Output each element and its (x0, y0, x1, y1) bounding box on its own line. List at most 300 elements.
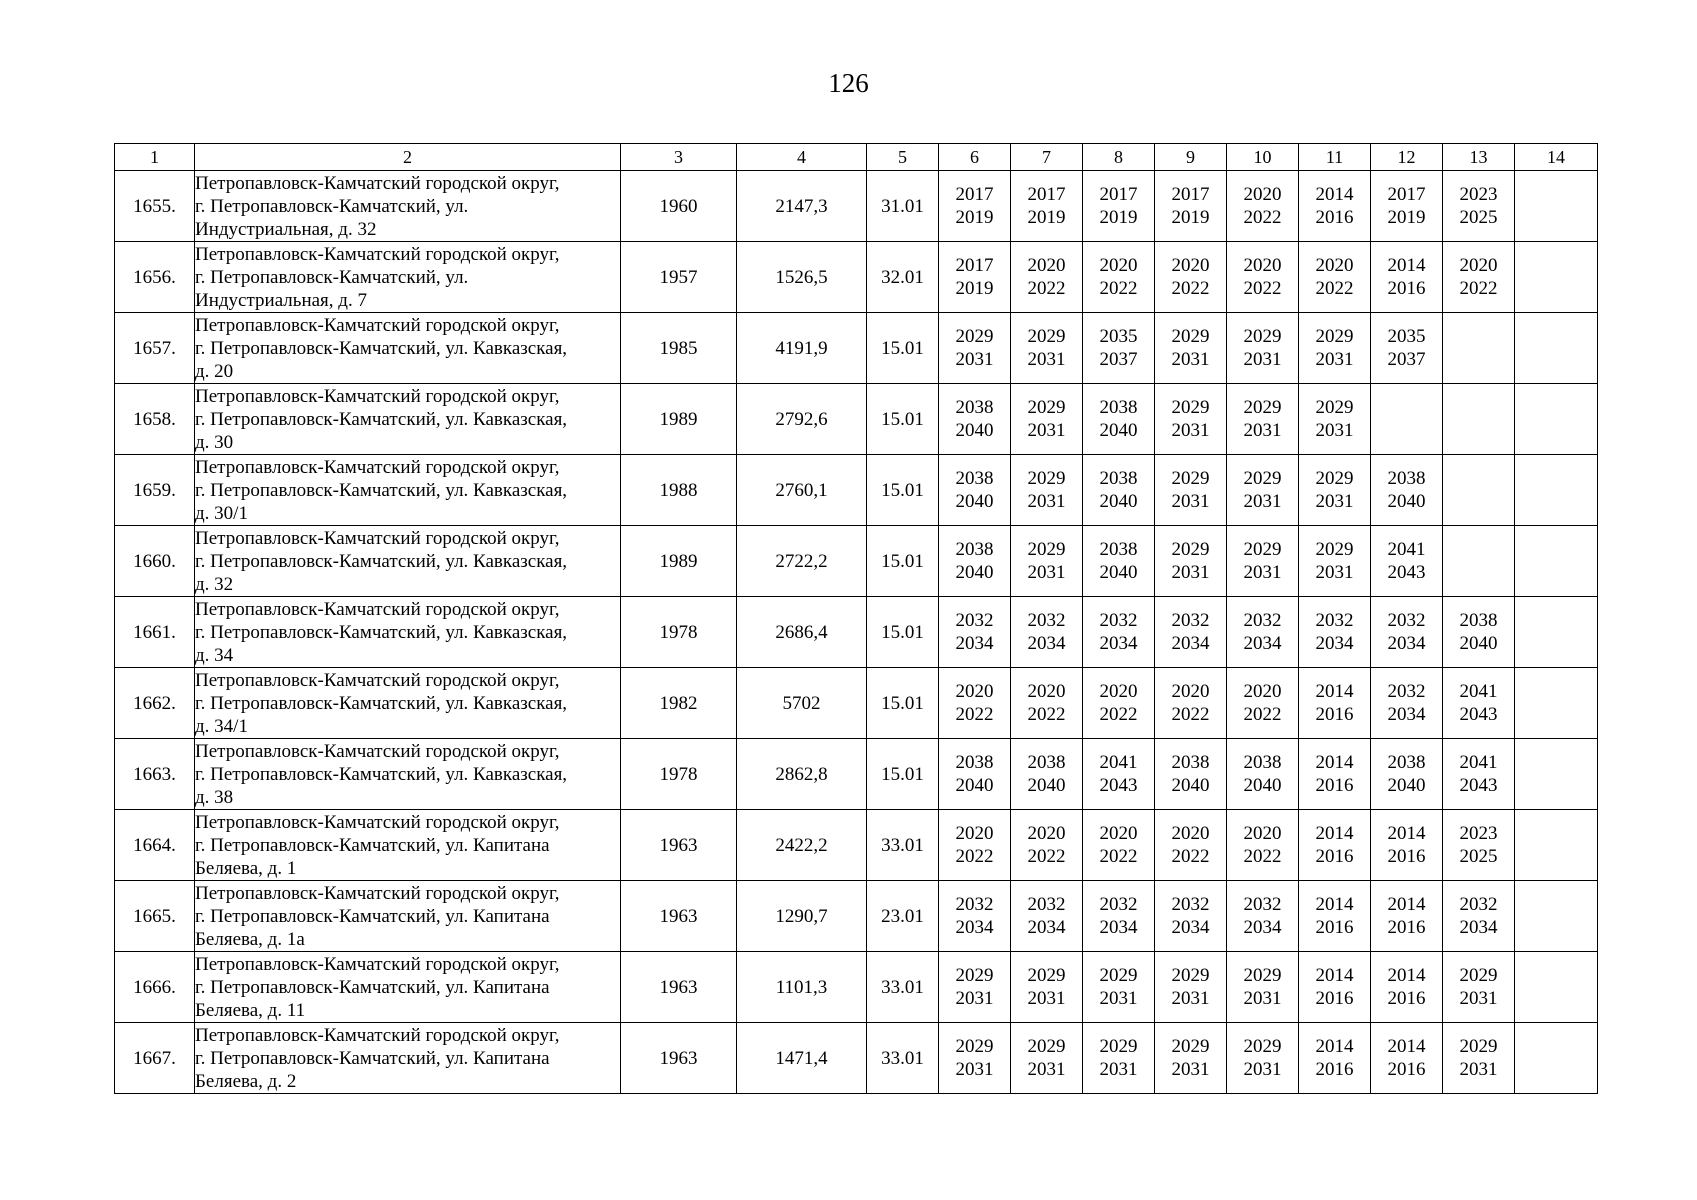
repair-period-col-10 (1227, 1023, 1299, 1094)
address-line: Петропавловск-Камчатский городской округ, (195, 172, 560, 194)
table-row (115, 881, 1598, 952)
period-end-year: 2031 (1027, 420, 1066, 441)
address-cell (195, 810, 621, 881)
repair-period-col-6 (939, 242, 1011, 313)
period-end-year: 2025 (1459, 846, 1498, 867)
column-header-4: 4 (737, 144, 867, 171)
repair-period-col-6 (939, 952, 1011, 1023)
repair-period-col-13 (1443, 952, 1515, 1023)
column-header-14: 14 (1515, 144, 1598, 171)
period-start-year: 2023 (1459, 184, 1498, 205)
table-row (115, 171, 1598, 242)
period-end-year: 2031 (1315, 420, 1354, 441)
period-start-year: 2029 (1171, 326, 1210, 347)
period-end-year: 2016 (1387, 1059, 1426, 1080)
address-line: Петропавловск-Камчатский городской округ, (195, 811, 560, 833)
repair-period-col-13 (1443, 881, 1515, 952)
repair-period-col-12 (1371, 313, 1443, 384)
period-start-year: 2029 (1027, 326, 1066, 347)
address-cell (195, 668, 621, 739)
period-start-year: 2038 (1171, 752, 1210, 773)
period-start-year: 2029 (1315, 539, 1354, 560)
total-area: 2760,1 (737, 455, 867, 526)
address-line: г. Петропавловск-Камчатский, ул. Капитана (195, 1047, 550, 1069)
repair-period-col-14 (1515, 526, 1598, 597)
period-end-year: 2019 (1099, 207, 1138, 228)
row-number: 1663. (115, 739, 195, 810)
period-start-year: 2017 (955, 255, 994, 276)
period-end-year: 2040 (1027, 775, 1066, 796)
period-end-year: 2025 (1459, 207, 1498, 228)
period-end-year: 2040 (955, 491, 994, 512)
column-header-3: 3 (621, 144, 737, 171)
address-cell (195, 313, 621, 384)
total-area: 2147,3 (737, 171, 867, 242)
total-area: 1471,4 (737, 1023, 867, 1094)
repair-period-col-10 (1227, 810, 1299, 881)
period-end-year: 2022 (1171, 278, 1210, 299)
period-start-year: 2032 (1459, 894, 1498, 915)
period-end-year: 2040 (1243, 775, 1282, 796)
address-line: г. Петропавловск-Камчатский, ул. Кавказская, (195, 479, 568, 501)
address-line: Петропавловск-Камчатский городской округ, (195, 953, 560, 975)
address-line: Петропавловск-Камчатский городской округ, (195, 882, 560, 904)
repair-period-col-8 (1083, 313, 1155, 384)
repair-period-col-9 (1155, 810, 1227, 881)
period-end-year: 2016 (1387, 988, 1426, 1009)
period-start-year: 2029 (1027, 397, 1066, 418)
address-line: Петропавловск-Камчатский городской округ, (195, 456, 560, 478)
total-area: 1101,3 (737, 952, 867, 1023)
type-code: 32.01 (867, 242, 939, 313)
repair-period-col-10 (1227, 384, 1299, 455)
address-cell (195, 881, 621, 952)
row-number: 1655. (115, 171, 195, 242)
period-end-year: 2031 (1243, 562, 1282, 583)
period-start-year: 2029 (1027, 468, 1066, 489)
period-start-year: 2017 (955, 184, 994, 205)
repair-period-col-14 (1515, 739, 1598, 810)
address-line: д. 30/1 (195, 502, 248, 524)
repair-period-col-7 (1011, 526, 1083, 597)
period-start-year: 2029 (1171, 397, 1210, 418)
period-end-year: 2031 (1243, 491, 1282, 512)
period-end-year: 2019 (955, 278, 994, 299)
period-start-year: 2029 (955, 326, 994, 347)
table-row (115, 455, 1598, 526)
period-end-year: 2031 (955, 988, 994, 1009)
period-end-year: 2034 (1099, 633, 1138, 654)
period-end-year: 2016 (1387, 846, 1426, 867)
period-end-year: 2034 (1099, 917, 1138, 938)
repair-period-col-11 (1299, 1023, 1371, 1094)
period-start-year: 2017 (1099, 184, 1138, 205)
repair-period-col-6 (939, 384, 1011, 455)
address-line: Беляева, д. 2 (195, 1070, 297, 1092)
address-cell (195, 739, 621, 810)
period-start-year: 2020 (1171, 681, 1210, 702)
repair-period-col-12 (1371, 597, 1443, 668)
period-start-year: 2020 (1027, 681, 1066, 702)
period-start-year: 2032 (1171, 894, 1210, 915)
repair-period-col-7 (1011, 739, 1083, 810)
period-start-year: 2014 (1387, 965, 1426, 986)
period-end-year: 2034 (1027, 917, 1066, 938)
period-end-year: 2034 (1459, 917, 1498, 938)
table-row (115, 242, 1598, 313)
housing-register-table (114, 143, 1598, 1094)
period-start-year: 2014 (1315, 752, 1354, 773)
column-header-2: 2 (195, 144, 621, 171)
construction-year: 1978 (621, 739, 737, 810)
period-end-year: 2031 (1243, 420, 1282, 441)
repair-period-col-10 (1227, 881, 1299, 952)
period-end-year: 2016 (1315, 988, 1354, 1009)
total-area: 2862,8 (737, 739, 867, 810)
period-start-year: 2029 (1315, 468, 1354, 489)
repair-period-col-9 (1155, 242, 1227, 313)
period-start-year: 2029 (1171, 539, 1210, 560)
period-end-year: 2022 (1099, 704, 1138, 725)
repair-period-col-6 (939, 881, 1011, 952)
table-row (115, 810, 1598, 881)
period-end-year: 2022 (1027, 846, 1066, 867)
period-end-year: 2034 (1387, 633, 1426, 654)
total-area: 1290,7 (737, 881, 867, 952)
repair-period-col-12 (1371, 739, 1443, 810)
table-row (115, 384, 1598, 455)
total-area: 2422,2 (737, 810, 867, 881)
period-end-year: 2031 (1243, 1059, 1282, 1080)
period-start-year: 2023 (1459, 823, 1498, 844)
period-start-year: 2020 (1243, 184, 1282, 205)
period-start-year: 2029 (1027, 965, 1066, 986)
period-start-year: 2041 (1099, 752, 1138, 773)
table-row (115, 668, 1598, 739)
period-end-year: 2031 (1459, 1059, 1498, 1080)
period-end-year: 2040 (1099, 562, 1138, 583)
repair-period-col-12 (1371, 242, 1443, 313)
period-end-year: 2016 (1315, 1059, 1354, 1080)
period-start-year: 2014 (1387, 894, 1426, 915)
period-start-year: 2020 (1027, 255, 1066, 276)
repair-period-col-6 (939, 1023, 1011, 1094)
repair-period-col-14 (1515, 810, 1598, 881)
construction-year: 1989 (621, 384, 737, 455)
repair-period-col-10 (1227, 455, 1299, 526)
period-start-year: 2038 (1027, 752, 1066, 773)
period-end-year: 2031 (1171, 562, 1210, 583)
period-start-year: 2029 (1243, 397, 1282, 418)
period-end-year: 2022 (1243, 846, 1282, 867)
address-line: Беляева, д. 11 (195, 999, 306, 1021)
address-line: Беляева, д. 1а (195, 928, 305, 950)
period-start-year: 2020 (1171, 823, 1210, 844)
repair-period-col-6 (939, 597, 1011, 668)
table-row (115, 739, 1598, 810)
repair-period-col-7 (1011, 313, 1083, 384)
period-end-year: 2022 (1171, 704, 1210, 725)
construction-year: 1963 (621, 1023, 737, 1094)
address-line: Петропавловск-Камчатский городской округ, (195, 669, 560, 691)
period-end-year: 2016 (1315, 704, 1354, 725)
repair-period-col-12 (1371, 810, 1443, 881)
period-start-year: 2017 (1387, 184, 1426, 205)
period-start-year: 2029 (1243, 539, 1282, 560)
address-line: Петропавловск-Камчатский городской округ, (195, 740, 560, 762)
repair-period-col-12 (1371, 952, 1443, 1023)
period-start-year: 2032 (1387, 681, 1426, 702)
repair-period-col-14 (1515, 668, 1598, 739)
repair-period-col-14 (1515, 313, 1598, 384)
period-end-year: 2031 (955, 1059, 994, 1080)
period-end-year: 2040 (1387, 491, 1426, 512)
row-number: 1660. (115, 526, 195, 597)
address-line: д. 30 (195, 431, 234, 453)
period-start-year: 2029 (1171, 965, 1210, 986)
period-start-year: 2035 (1099, 326, 1138, 347)
repair-period-col-13 (1443, 1023, 1515, 1094)
address-line: г. Петропавловск-Камчатский, ул. Капитана (195, 976, 550, 998)
address-line: Петропавловск-Камчатский городской округ, (195, 1024, 560, 1046)
repair-period-col-8 (1083, 384, 1155, 455)
address-cell (195, 1023, 621, 1094)
period-start-year: 2038 (1387, 752, 1426, 773)
address-line: г. Петропавловск-Камчатский, ул. Кавказская, (195, 550, 568, 572)
period-end-year: 2031 (1315, 491, 1354, 512)
period-end-year: 2031 (1027, 562, 1066, 583)
repair-period-col-8 (1083, 455, 1155, 526)
period-start-year: 2029 (1171, 1036, 1210, 1057)
repair-period-col-14 (1515, 952, 1598, 1023)
period-end-year: 2034 (1171, 633, 1210, 654)
repair-period-col-14 (1515, 455, 1598, 526)
period-end-year: 2022 (955, 704, 994, 725)
period-start-year: 2038 (1243, 752, 1282, 773)
column-header-1: 1 (115, 144, 195, 171)
construction-year: 1988 (621, 455, 737, 526)
period-end-year: 2031 (1315, 562, 1354, 583)
period-start-year: 2032 (1099, 610, 1138, 631)
repair-period-col-6 (939, 171, 1011, 242)
total-area: 2686,4 (737, 597, 867, 668)
column-header-7: 7 (1011, 144, 1083, 171)
period-start-year: 2038 (1099, 539, 1138, 560)
period-start-year: 2029 (955, 965, 994, 986)
column-header-13: 13 (1443, 144, 1515, 171)
period-start-year: 2029 (1027, 539, 1066, 560)
type-code: 15.01 (867, 384, 939, 455)
period-end-year: 2031 (1171, 349, 1210, 370)
period-start-year: 2029 (955, 1036, 994, 1057)
address-line: Петропавловск-Камчатский городской округ, (195, 314, 560, 336)
type-code: 33.01 (867, 810, 939, 881)
period-end-year: 2034 (1243, 633, 1282, 654)
repair-period-col-9 (1155, 1023, 1227, 1094)
period-start-year: 2020 (1243, 681, 1282, 702)
period-start-year: 2038 (955, 397, 994, 418)
type-code: 15.01 (867, 455, 939, 526)
repair-period-col-14 (1515, 242, 1598, 313)
address-line: г. Петропавловск-Камчатский, ул. (195, 195, 469, 217)
period-end-year: 2040 (1459, 633, 1498, 654)
repair-period-col-8 (1083, 739, 1155, 810)
period-start-year: 2038 (955, 752, 994, 773)
repair-period-col-11 (1299, 242, 1371, 313)
repair-period-col-8 (1083, 242, 1155, 313)
table-row (115, 952, 1598, 1023)
address-line: д. 34/1 (195, 715, 248, 737)
period-start-year: 2041 (1459, 752, 1498, 773)
period-end-year: 2016 (1315, 846, 1354, 867)
period-start-year: 2032 (1171, 610, 1210, 631)
period-end-year: 2031 (1459, 988, 1498, 1009)
period-start-year: 2029 (1171, 468, 1210, 489)
period-start-year: 2020 (1099, 823, 1138, 844)
period-end-year: 2043 (1459, 704, 1498, 725)
address-line: Петропавловск-Камчатский городской округ, (195, 385, 560, 407)
repair-period-col-8 (1083, 171, 1155, 242)
repair-period-col-13 (1443, 171, 1515, 242)
repair-period-col-12 (1371, 526, 1443, 597)
repair-period-col-9 (1155, 739, 1227, 810)
period-start-year: 2041 (1387, 539, 1426, 560)
period-end-year: 2022 (1099, 846, 1138, 867)
construction-year: 1978 (621, 597, 737, 668)
period-end-year: 2016 (1315, 207, 1354, 228)
row-number: 1665. (115, 881, 195, 952)
repair-period-col-8 (1083, 668, 1155, 739)
period-end-year: 2019 (1027, 207, 1066, 228)
repair-period-col-7 (1011, 952, 1083, 1023)
period-start-year: 2014 (1387, 823, 1426, 844)
repair-period-col-9 (1155, 952, 1227, 1023)
period-start-year: 2014 (1315, 823, 1354, 844)
period-start-year: 2038 (1099, 397, 1138, 418)
repair-period-col-12 (1371, 668, 1443, 739)
row-number: 1664. (115, 810, 195, 881)
column-header-9: 9 (1155, 144, 1227, 171)
period-start-year: 2020 (1243, 255, 1282, 276)
period-end-year: 2031 (1171, 420, 1210, 441)
period-end-year: 2043 (1387, 562, 1426, 583)
period-start-year: 2020 (1171, 255, 1210, 276)
period-end-year: 2040 (1171, 775, 1210, 796)
repair-period-col-13 (1443, 668, 1515, 739)
period-start-year: 2014 (1315, 894, 1354, 915)
address-line: г. Петропавловск-Камчатский, ул. Капитана (195, 834, 550, 856)
period-end-year: 2031 (1099, 988, 1138, 1009)
repair-period-col-14 (1515, 171, 1598, 242)
period-start-year: 2032 (1243, 894, 1282, 915)
repair-period-col-13 (1443, 597, 1515, 668)
column-header-12: 12 (1371, 144, 1443, 171)
period-end-year: 2019 (1387, 207, 1426, 228)
period-end-year: 2019 (1171, 207, 1210, 228)
period-start-year: 2020 (1315, 255, 1354, 276)
repair-period-col-10 (1227, 242, 1299, 313)
period-start-year: 2029 (1459, 1036, 1498, 1057)
repair-period-col-9 (1155, 384, 1227, 455)
period-start-year: 2017 (1027, 184, 1066, 205)
repair-period-col-11 (1299, 384, 1371, 455)
period-end-year: 2031 (1027, 988, 1066, 1009)
period-end-year: 2034 (1243, 917, 1282, 938)
repair-period-col-8 (1083, 810, 1155, 881)
period-end-year: 2022 (1243, 207, 1282, 228)
repair-period-col-8 (1083, 526, 1155, 597)
address-line: д. 20 (195, 360, 234, 382)
address-line: д. 34 (195, 644, 234, 666)
total-area: 2792,6 (737, 384, 867, 455)
period-start-year: 2029 (1099, 1036, 1138, 1057)
period-start-year: 2014 (1387, 1036, 1426, 1057)
repair-period-col-7 (1011, 1023, 1083, 1094)
period-start-year: 2029 (1243, 326, 1282, 347)
address-line: г. Петропавловск-Камчатский, ул. Кавказская, (195, 337, 568, 359)
address-line: Петропавловск-Камчатский городской округ, (195, 243, 560, 265)
type-code: 31.01 (867, 171, 939, 242)
address-cell (195, 597, 621, 668)
address-line: Индустриальная, д. 7 (195, 289, 367, 311)
address-line: Индустриальная, д. 32 (195, 218, 377, 240)
period-start-year: 2029 (1315, 397, 1354, 418)
construction-year: 1989 (621, 526, 737, 597)
repair-period-col-8 (1083, 1023, 1155, 1094)
period-end-year: 2022 (1027, 278, 1066, 299)
construction-year: 1982 (621, 668, 737, 739)
period-start-year: 2038 (955, 539, 994, 560)
repair-period-col-7 (1011, 455, 1083, 526)
period-start-year: 2038 (1387, 468, 1426, 489)
table-row (115, 313, 1598, 384)
repair-period-col-9 (1155, 881, 1227, 952)
period-end-year: 2040 (955, 562, 994, 583)
repair-period-col-9 (1155, 171, 1227, 242)
period-end-year: 2016 (1387, 917, 1426, 938)
address-line: Беляева, д. 1 (195, 857, 297, 879)
column-header-10: 10 (1227, 144, 1299, 171)
address-line: Петропавловск-Камчатский городской округ, (195, 598, 560, 620)
period-start-year: 2032 (1387, 610, 1426, 631)
repair-period-col-14 (1515, 597, 1598, 668)
period-start-year: 2029 (1243, 468, 1282, 489)
address-line: г. Петропавловск-Камчатский, ул. Кавказская, (195, 621, 568, 643)
period-end-year: 2016 (1387, 278, 1426, 299)
construction-year: 1957 (621, 242, 737, 313)
repair-period-col-6 (939, 810, 1011, 881)
period-end-year: 2031 (955, 349, 994, 370)
address-cell (195, 526, 621, 597)
repair-period-col-6 (939, 313, 1011, 384)
period-start-year: 2029 (1315, 326, 1354, 347)
repair-period-col-13 (1443, 810, 1515, 881)
repair-period-col-13 (1443, 384, 1515, 455)
period-end-year: 2031 (1027, 491, 1066, 512)
column-number-header-row (115, 144, 1598, 171)
row-number: 1666. (115, 952, 195, 1023)
repair-period-col-13 (1443, 242, 1515, 313)
period-start-year: 2020 (1027, 823, 1066, 844)
period-start-year: 2032 (1243, 610, 1282, 631)
repair-period-col-10 (1227, 668, 1299, 739)
period-end-year: 2031 (1027, 1059, 1066, 1080)
address-line: д. 32 (195, 573, 234, 595)
repair-period-col-13 (1443, 313, 1515, 384)
period-end-year: 2022 (955, 846, 994, 867)
period-end-year: 2031 (1171, 491, 1210, 512)
period-end-year: 2040 (1099, 420, 1138, 441)
